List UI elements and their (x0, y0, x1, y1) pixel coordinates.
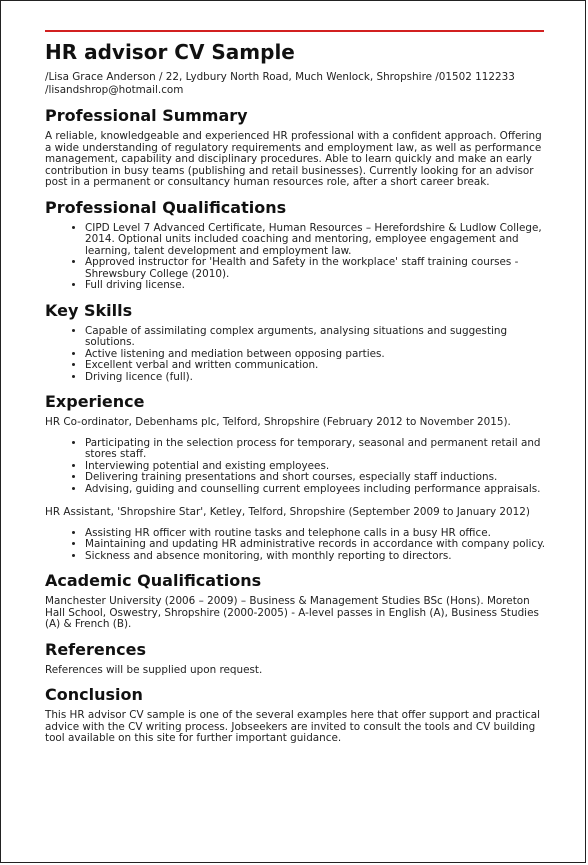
section-heading-key-skills: Key Skills (45, 300, 133, 320)
list-item: • Active listening and mediation between opposing parties. (85, 349, 550, 361)
section-heading-summary: Professional Summary (45, 106, 248, 125)
page-title: HR advisor CV Sample (45, 40, 295, 64)
job-title: HR Co-ordinator, Debenhams plc, Telford, Shropshire (February 2012 to November 2015). (45, 416, 511, 428)
job-title: HR Assistant, 'Shropshire Star', Ketley, Telford, Shropshire (September 2009 to January 2012) (45, 506, 530, 518)
professional-qualifications-list (45, 223, 550, 292)
job-duties-list (45, 438, 550, 496)
list-item: • Assisting HR officer with routine tasks and telephone calls in a busy HR office. (85, 528, 550, 540)
list-item: • CIPD Level 7 Advanced Certificate, Human Resources – Herefordshire & Ludlow College, 2014. Optional units included coaching and mentoring, employee engagement and learning, talent development and employment law. (85, 223, 550, 258)
job-entry (45, 417, 550, 495)
key-skills-list (45, 326, 550, 384)
list-item: • Excellent verbal and written communication. (85, 360, 550, 372)
summary-text: A reliable, knowledgeable and experienced HR professional with a confident approach. Offering a wide understanding of regulatory requirements and employment law, as well as performance management, capability and disciplinary procedures. Able to learn quickly and make an early contribution in busy teams (publishing and retail businesses). Currently looking for an advisor post in a permanent or consultancy human resources role, after a short career break. (45, 130, 542, 188)
section-heading-professional-qualifications: Professional Qualifications (45, 197, 287, 217)
list-item: • Sickness and absence monitoring, with monthly reporting to directors. (85, 551, 550, 563)
list-item: • Advising, guiding and counselling current employees including performance appraisals. (85, 484, 550, 496)
section-heading-conclusion: Conclusion (45, 685, 143, 704)
list-item: • Driving licence (full). (85, 372, 550, 384)
accent-rule (45, 30, 544, 32)
section-heading-experience: Experience (45, 392, 145, 411)
list-item: • Delivering training presentations and short courses, especially staff inductions. (85, 472, 550, 484)
list-item: • Capable of assimilating complex arguments, analysing situations and suggesting solutions. (85, 326, 550, 349)
section-heading-references: References (45, 639, 146, 659)
list-item: • Approved instructor for 'Health and Safety in the workplace' staff training courses - Shrewsbury College (2010). (85, 257, 550, 280)
list-item: • Full driving license. (85, 280, 550, 292)
references-text: References will be supplied upon request. (45, 663, 263, 676)
academic-qualifications-text: Manchester University (2006 – 2009) – Business & Management Studies BSc (Hons). Moreton Hall School, Oswestry, Shropshire (2000-2005) - A-level passes in English (A), Business Studies (A) & French (B). (45, 595, 539, 630)
contact-details: /Lisa Grace Anderson / 22, Lydbury North Road, Much Wenlock, Shropshire /01502 112233 /lisandshrop@hotmail.com (45, 71, 515, 96)
section-heading-academic-qualifications: Academic Qualifications (45, 571, 262, 590)
job-duties-list (45, 528, 550, 563)
list-item: • Maintaining and updating HR administrative records in accordance with company policy. (85, 539, 550, 551)
cv-content (45, 37, 550, 745)
list-item: • Interviewing potential and existing employees. (85, 461, 550, 473)
list-item: • Participating in the selection process for temporary, seasonal and permanent retail and stores staff. (85, 438, 550, 461)
conclusion-text: This HR advisor CV sample is one of the several examples here that offer support and practical advice with the CV writing process. Jobseekers are invited to consult the tools and CV building tool available on this site for further important guidance. (45, 709, 541, 744)
job-entry (45, 507, 550, 562)
